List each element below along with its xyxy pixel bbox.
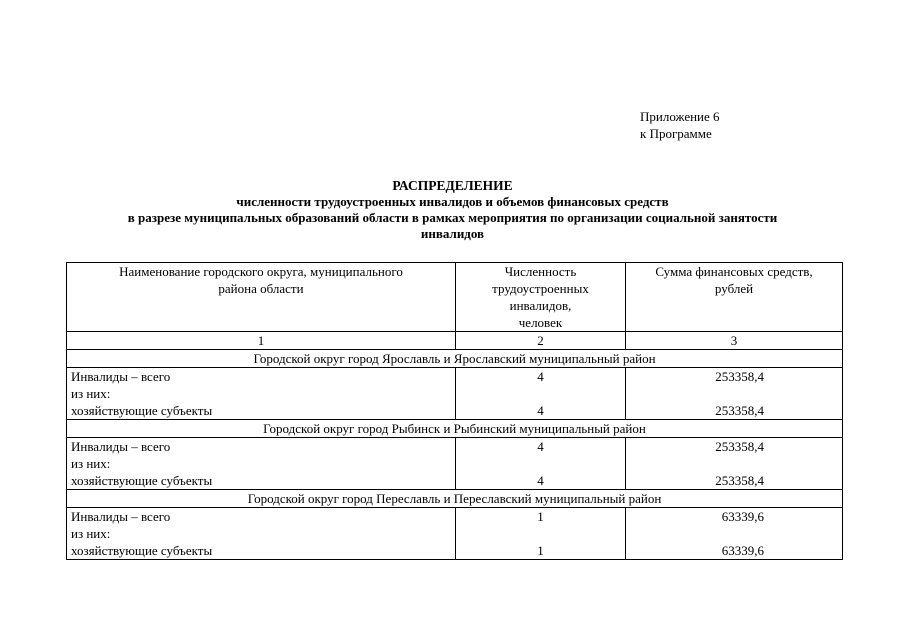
header-municipality-line-1: Наименование городского округа, муниципального [119, 264, 403, 279]
column-number: 1 [67, 332, 456, 350]
header-sum-line-2: рублей [714, 281, 754, 296]
sum-total: 253358,4 [715, 369, 764, 384]
row-counts [456, 508, 626, 560]
count-of-which [460, 525, 621, 542]
row-counts [456, 438, 626, 490]
appendix-note [640, 108, 720, 142]
table-header-row [67, 263, 843, 332]
count-total: 1 [537, 509, 544, 524]
header-count-line-2: трудоустроенных [492, 281, 589, 296]
row-sums [626, 438, 843, 490]
header-count-line-4: человек [518, 315, 563, 330]
region-row [67, 490, 843, 508]
header-financial-sum [626, 263, 843, 332]
sum-entities: 63339,6 [721, 543, 764, 558]
row-label-total: Инвалиды – всего [71, 509, 171, 524]
header-sum-line-1: Сумма финансовых средств, [655, 264, 813, 279]
column-number-row [67, 332, 843, 350]
heading-title: РАСПРЕДЕЛЕНИЕ [392, 178, 513, 193]
sum-of-which [630, 455, 764, 472]
count-of-which [460, 385, 621, 402]
count-entities: 4 [537, 473, 544, 488]
row-counts [456, 368, 626, 420]
count-entities: 1 [537, 543, 544, 558]
row-labels [67, 438, 456, 490]
row-label-of-which: из них: [71, 456, 111, 471]
row-labels [67, 508, 456, 560]
region-row [67, 420, 843, 438]
row-label-entities: хозяйствующие субъекты [71, 473, 213, 488]
header-municipality [67, 263, 456, 332]
header-employed-count [456, 263, 626, 332]
count-entities: 4 [537, 403, 544, 418]
sum-entities: 253358,4 [715, 473, 764, 488]
table-row [67, 508, 843, 560]
row-label-total: Инвалиды – всего [71, 439, 171, 454]
region-name: Городской округ город Переславль и Переславский муниципальный район [67, 490, 843, 508]
heading-line-1: численности трудоустроенных инвалидов и объемов финансовых средств [236, 194, 669, 209]
sum-entities: 253358,4 [715, 403, 764, 418]
header-count-line-1: Численность [504, 264, 577, 279]
row-label-entities: хозяйствующие субъекты [71, 543, 213, 558]
row-label-of-which: из них: [71, 526, 111, 541]
sum-of-which [630, 385, 764, 402]
row-label-total: Инвалиды – всего [71, 369, 171, 384]
table-row [67, 368, 843, 420]
header-municipality-line-2: района области [218, 281, 304, 296]
count-of-which [460, 455, 621, 472]
count-total: 4 [537, 439, 544, 454]
row-sums [626, 508, 843, 560]
sum-of-which [630, 525, 764, 542]
count-total: 4 [537, 369, 544, 384]
column-number: 2 [456, 332, 626, 350]
document-heading [60, 178, 845, 242]
row-label-entities: хозяйствующие субъекты [71, 403, 213, 418]
appendix-line-1: Приложение 6 [640, 109, 720, 124]
distribution-table [66, 262, 843, 560]
region-row [67, 350, 843, 368]
appendix-line-2: к Программе [640, 126, 712, 141]
region-name: Городской округ город Ярославль и Ярославский муниципальный район [67, 350, 843, 368]
column-number: 3 [626, 332, 843, 350]
header-count-line-3: инвалидов, [509, 298, 572, 313]
row-labels [67, 368, 456, 420]
heading-line-3: инвалидов [420, 226, 485, 241]
heading-line-2: в разрезе муниципальных образований области в рамках мероприятия по организации социальной занятости [127, 210, 778, 225]
row-label-of-which: из них: [71, 386, 111, 401]
sum-total: 253358,4 [715, 439, 764, 454]
table-row [67, 438, 843, 490]
sum-total: 63339,6 [721, 509, 764, 524]
row-sums [626, 368, 843, 420]
region-name: Городской округ город Рыбинск и Рыбинский муниципальный район [67, 420, 843, 438]
